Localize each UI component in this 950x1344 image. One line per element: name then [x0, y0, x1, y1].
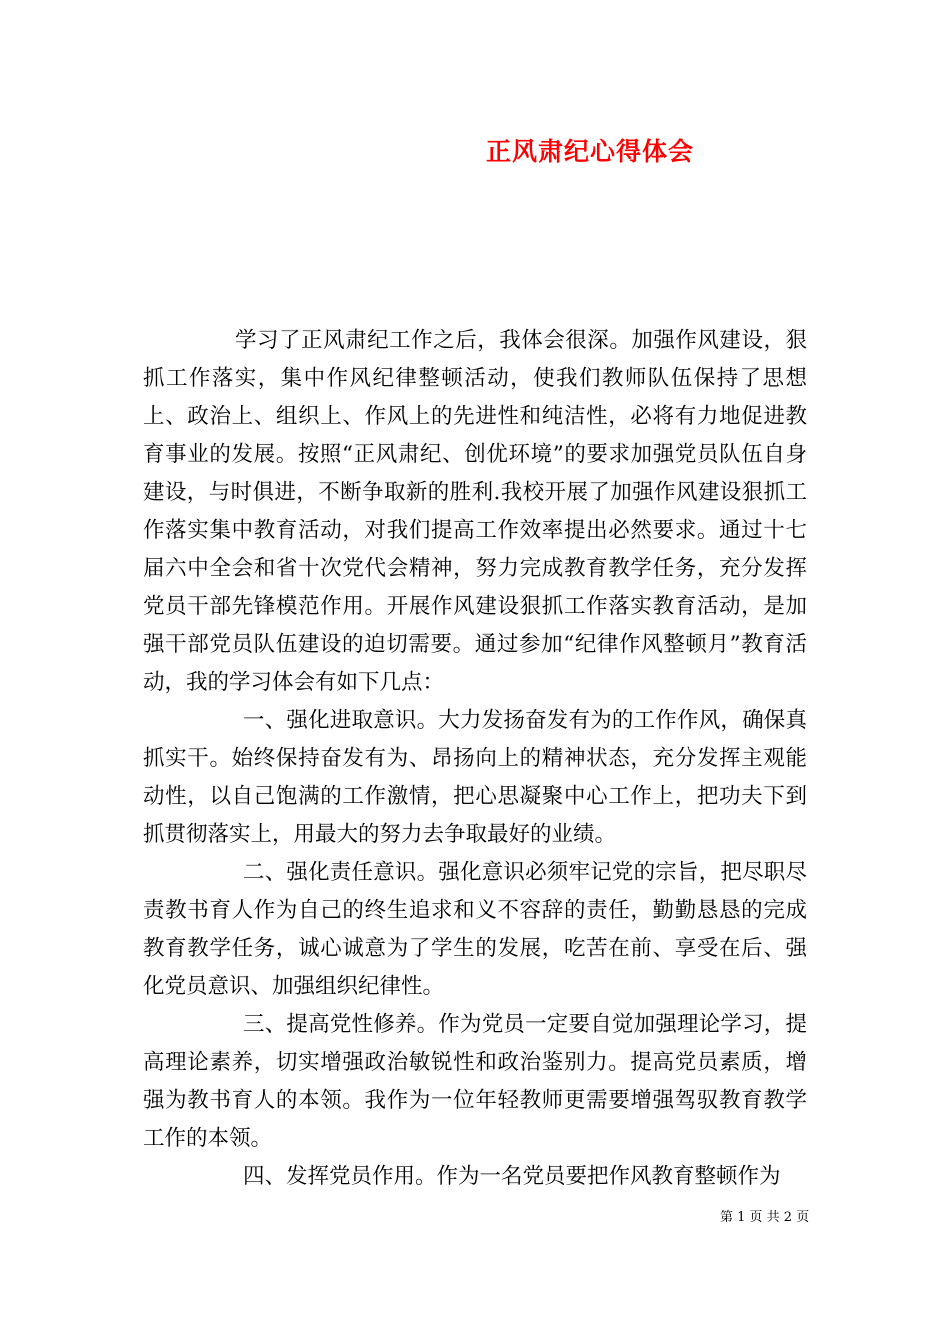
document-body: [143, 322, 807, 1196]
point-2-paragraph: 二、强化责任意识。强化意识必须牢记党的宗旨，把尽职尽责教书育人作为自己的终生追求和义不容辞的责任，勤勤恳恳的完成教育教学任务，诚心诚意为了学生的发展，吃苦在前、享受在后、强化党员意识、加强组织纪律性。: [143, 860, 807, 999]
point-4-paragraph: 四、发挥党员作用。作为一名党员要把作风教育整顿作为: [243, 1164, 781, 1189]
point-1-paragraph: 一、强化进取意识。大力发扬奋发有为的工作作风，确保真抓实干。始终保持奋发有为、昂扬向上的精神状态，充分发挥主观能动性，以自己饱满的工作激情，把心思凝聚中心工作上，把功夫下到抓贯彻落实上，用最大的努力去争取最好的业绩。: [143, 708, 807, 847]
intro-paragraph: 学习了正风肃纪工作之后，我体会很深。加强作风建设，狠抓工作落实，集中作风纪律整顿活动，使我们教师队伍保持了思想上、政治上、组织上、作风上的先进性和纯洁性，必将有力地促进教育事业的发展。按照“正风肃纪、创优环境”的要求加强党员队伍自身建设，与时俱进，不断争取新的胜利.我校开展了加强作风建设狠抓工作落实集中教育活动，对我们提高工作效率提出必然要求。通过十七届六中全会和省十次党代会精神，努力完成教育教学任务，充分发挥党员干部先锋模范作用。开展作风建设狠抓工作落实教育活动，是加强干部党员队伍建设的迫切需要。通过参加“纪律作风整顿月”教育活动，我的学习体会有如下几点：: [143, 328, 807, 695]
document-title: 正风肃纪心得体会: [485, 137, 694, 166]
page-number-footer: 第 1 页 共 2 页: [720, 1210, 810, 1225]
point-3-paragraph: 三、提高党性修养。作为党员一定要自觉加强理论学习，提高理论素养，切实增强政治敏锐性和政治鉴别力。提高党员素质，增强为教书育人的本领。我作为一位年轻教师更需要增强驾驭教育教学工作的本领。: [143, 1012, 807, 1151]
